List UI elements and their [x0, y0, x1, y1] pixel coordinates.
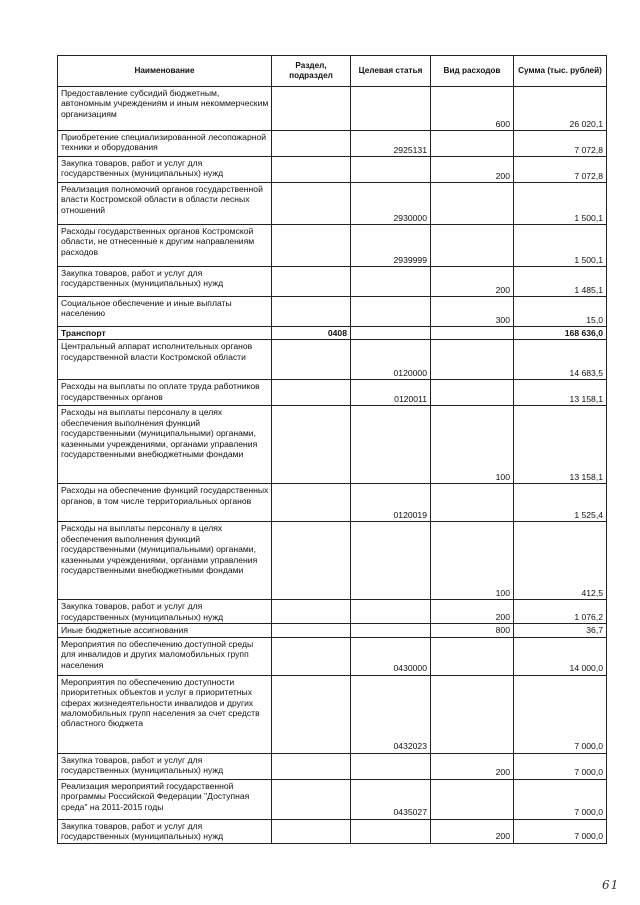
row-target-cell	[351, 87, 431, 131]
table-row	[58, 297, 607, 327]
row-name-cell: Расходы на выплаты по оплате труда работников государственных органов	[58, 380, 272, 406]
row-section-cell	[272, 522, 351, 600]
table-row	[58, 225, 607, 267]
row-kind-cell	[431, 380, 514, 406]
table-row	[58, 406, 607, 484]
table-row	[58, 87, 607, 131]
table-row	[58, 380, 607, 406]
row-name-cell: Предоставление субсидий бюджетным, автономным учреждениям и иным некоммерческим организациям	[58, 87, 272, 131]
row-section-cell	[272, 675, 351, 753]
row-kind-cell	[431, 675, 514, 753]
header-kind: Вид расходов	[431, 56, 514, 87]
table-row	[58, 753, 607, 779]
row-name-cell: Закупка товаров, работ и услуг для государственных (муниципальных) нужд	[58, 753, 272, 779]
row-name-cell: Мероприятия по обеспечению доступности приоритетных объектов и услуг в приоритетных сферах жизнедеятельности инвалидов и других маломобильных групп населения за счет средств областного бюджета	[58, 675, 272, 753]
row-name-cell: Транспорт	[58, 327, 272, 340]
row-kind-cell: 200	[431, 267, 514, 297]
row-section-cell	[272, 753, 351, 779]
row-kind-cell: 300	[431, 297, 514, 327]
row-target-cell	[351, 522, 431, 600]
row-name-cell: Центральный аппарат исполнительных органов государственной власти Костромской области	[58, 340, 272, 380]
row-section-cell	[272, 380, 351, 406]
row-name-cell: Расходы на выплаты персоналу в целях обеспечения выполнения функций государственными (муниципальными) органами, казенными учреждениями, органами управления государственными внебюджетными фондами	[58, 522, 272, 600]
table-row	[58, 779, 607, 819]
row-target-cell: 0120011	[351, 380, 431, 406]
row-target-cell	[351, 600, 431, 624]
header-name: Наименование	[58, 56, 272, 87]
row-section-cell	[272, 157, 351, 183]
row-target-cell	[351, 624, 431, 637]
row-sum-cell: 36,7	[514, 624, 607, 637]
table-row	[58, 484, 607, 522]
row-section-cell: 0408	[272, 327, 351, 340]
row-kind-cell: 200	[431, 600, 514, 624]
row-target-cell: 2939999	[351, 225, 431, 267]
row-section-cell	[272, 406, 351, 484]
row-sum-cell: 13 158,1	[514, 406, 607, 484]
row-target-cell: 2930000	[351, 183, 431, 225]
row-name-cell: Мероприятия по обеспечению доступной среды для инвалидов и других маломобильных групп населения	[58, 637, 272, 675]
row-target-cell: 0120019	[351, 484, 431, 522]
row-target-cell	[351, 297, 431, 327]
row-kind-cell	[431, 131, 514, 157]
row-sum-cell: 1 525,4	[514, 484, 607, 522]
row-sum-cell: 14 683,5	[514, 340, 607, 380]
row-section-cell	[272, 225, 351, 267]
header-target: Целевая статья	[351, 56, 431, 87]
header-section: Раздел, подраздел	[272, 56, 351, 87]
row-kind-cell	[431, 340, 514, 380]
table-row	[58, 675, 607, 753]
row-section-cell	[272, 779, 351, 819]
row-target-cell	[351, 753, 431, 779]
row-sum-cell: 7 072,8	[514, 131, 607, 157]
budget-sheet	[57, 55, 607, 844]
row-section-cell	[272, 637, 351, 675]
row-kind-cell	[431, 484, 514, 522]
table-row	[58, 267, 607, 297]
row-name-cell: Иные бюджетные ассигнования	[58, 624, 272, 637]
row-name-cell: Социальное обеспечение и иные выплаты населению	[58, 297, 272, 327]
row-kind-cell: 800	[431, 624, 514, 637]
table-row	[58, 131, 607, 157]
row-section-cell	[272, 267, 351, 297]
row-sum-cell: 7 000,0	[514, 819, 607, 843]
row-section-cell	[272, 131, 351, 157]
table-row	[58, 522, 607, 600]
row-target-cell	[351, 267, 431, 297]
row-name-cell: Расходы на выплаты персоналу в целях обеспечения выполнения функций государственными (муниципальными) органами, казенными учреждениями, органами управления государственными внебюджетными фондами	[58, 406, 272, 484]
row-section-cell	[272, 624, 351, 637]
row-name-cell: Расходы государственных органов Костромской области, не отнесенные к другим направлениям расходов	[58, 225, 272, 267]
row-name-cell: Реализация полномочий органов государственной власти Костромской области в области лесных отношений	[58, 183, 272, 225]
row-target-cell	[351, 819, 431, 843]
row-sum-cell: 7 000,0	[514, 675, 607, 753]
budget-table	[57, 55, 607, 844]
row-name-cell: Закупка товаров, работ и услуг для государственных (муниципальных) нужд	[58, 157, 272, 183]
row-target-cell	[351, 406, 431, 484]
row-target-cell: 0435027	[351, 779, 431, 819]
row-section-cell	[272, 87, 351, 131]
row-kind-cell: 200	[431, 753, 514, 779]
table-row	[58, 340, 607, 380]
row-sum-cell: 168 636,0	[514, 327, 607, 340]
row-sum-cell: 26 020,1	[514, 87, 607, 131]
row-section-cell	[272, 484, 351, 522]
row-section-cell	[272, 340, 351, 380]
row-kind-cell	[431, 225, 514, 267]
page-number: 61	[602, 878, 620, 892]
row-kind-cell	[431, 327, 514, 340]
row-sum-cell: 412,5	[514, 522, 607, 600]
row-target-cell: 0432023	[351, 675, 431, 753]
row-kind-cell	[431, 183, 514, 225]
row-section-cell	[272, 297, 351, 327]
row-sum-cell: 7 072,8	[514, 157, 607, 183]
row-sum-cell: 1 500,1	[514, 183, 607, 225]
table-row	[58, 637, 607, 675]
table-row	[58, 183, 607, 225]
row-name-cell: Приобретение специализированной лесопожарной техники и оборудования	[58, 131, 272, 157]
row-kind-cell: 200	[431, 157, 514, 183]
table-header-row	[58, 56, 607, 87]
row-target-cell: 0120000	[351, 340, 431, 380]
row-kind-cell	[431, 637, 514, 675]
row-section-cell	[272, 819, 351, 843]
row-kind-cell	[431, 779, 514, 819]
row-target-cell: 0430000	[351, 637, 431, 675]
header-sum: Сумма (тыс. рублей)	[514, 56, 607, 87]
row-kind-cell: 600	[431, 87, 514, 131]
row-sum-cell: 1 485,1	[514, 267, 607, 297]
row-sum-cell: 14 000,0	[514, 637, 607, 675]
row-sum-cell: 15,0	[514, 297, 607, 327]
row-kind-cell: 200	[431, 819, 514, 843]
row-target-cell: 2925131	[351, 131, 431, 157]
row-section-cell	[272, 183, 351, 225]
table-row	[58, 600, 607, 624]
row-target-cell	[351, 327, 431, 340]
row-section-cell	[272, 600, 351, 624]
row-kind-cell: 100	[431, 522, 514, 600]
table-row	[58, 819, 607, 843]
row-name-cell: Закупка товаров, работ и услуг для государственных (муниципальных) нужд	[58, 267, 272, 297]
row-sum-cell: 7 000,0	[514, 753, 607, 779]
row-sum-cell: 1 076,2	[514, 600, 607, 624]
table-row	[58, 327, 607, 340]
row-name-cell: Закупка товаров, работ и услуг для государственных (муниципальных) нужд	[58, 600, 272, 624]
row-name-cell: Закупка товаров, работ и услуг для государственных (муниципальных) нужд	[58, 819, 272, 843]
table-row	[58, 157, 607, 183]
row-sum-cell: 7 000,0	[514, 779, 607, 819]
row-kind-cell: 100	[431, 406, 514, 484]
row-sum-cell: 13 158,1	[514, 380, 607, 406]
row-sum-cell: 1 500,1	[514, 225, 607, 267]
row-name-cell: Реализация мероприятий государственной программы Российской Федерации "Доступная среда" на 2011-2015 годы	[58, 779, 272, 819]
row-name-cell: Расходы на обеспечение функций государственных органов, в том числе территориальных органов	[58, 484, 272, 522]
row-target-cell	[351, 157, 431, 183]
table-row	[58, 624, 607, 637]
